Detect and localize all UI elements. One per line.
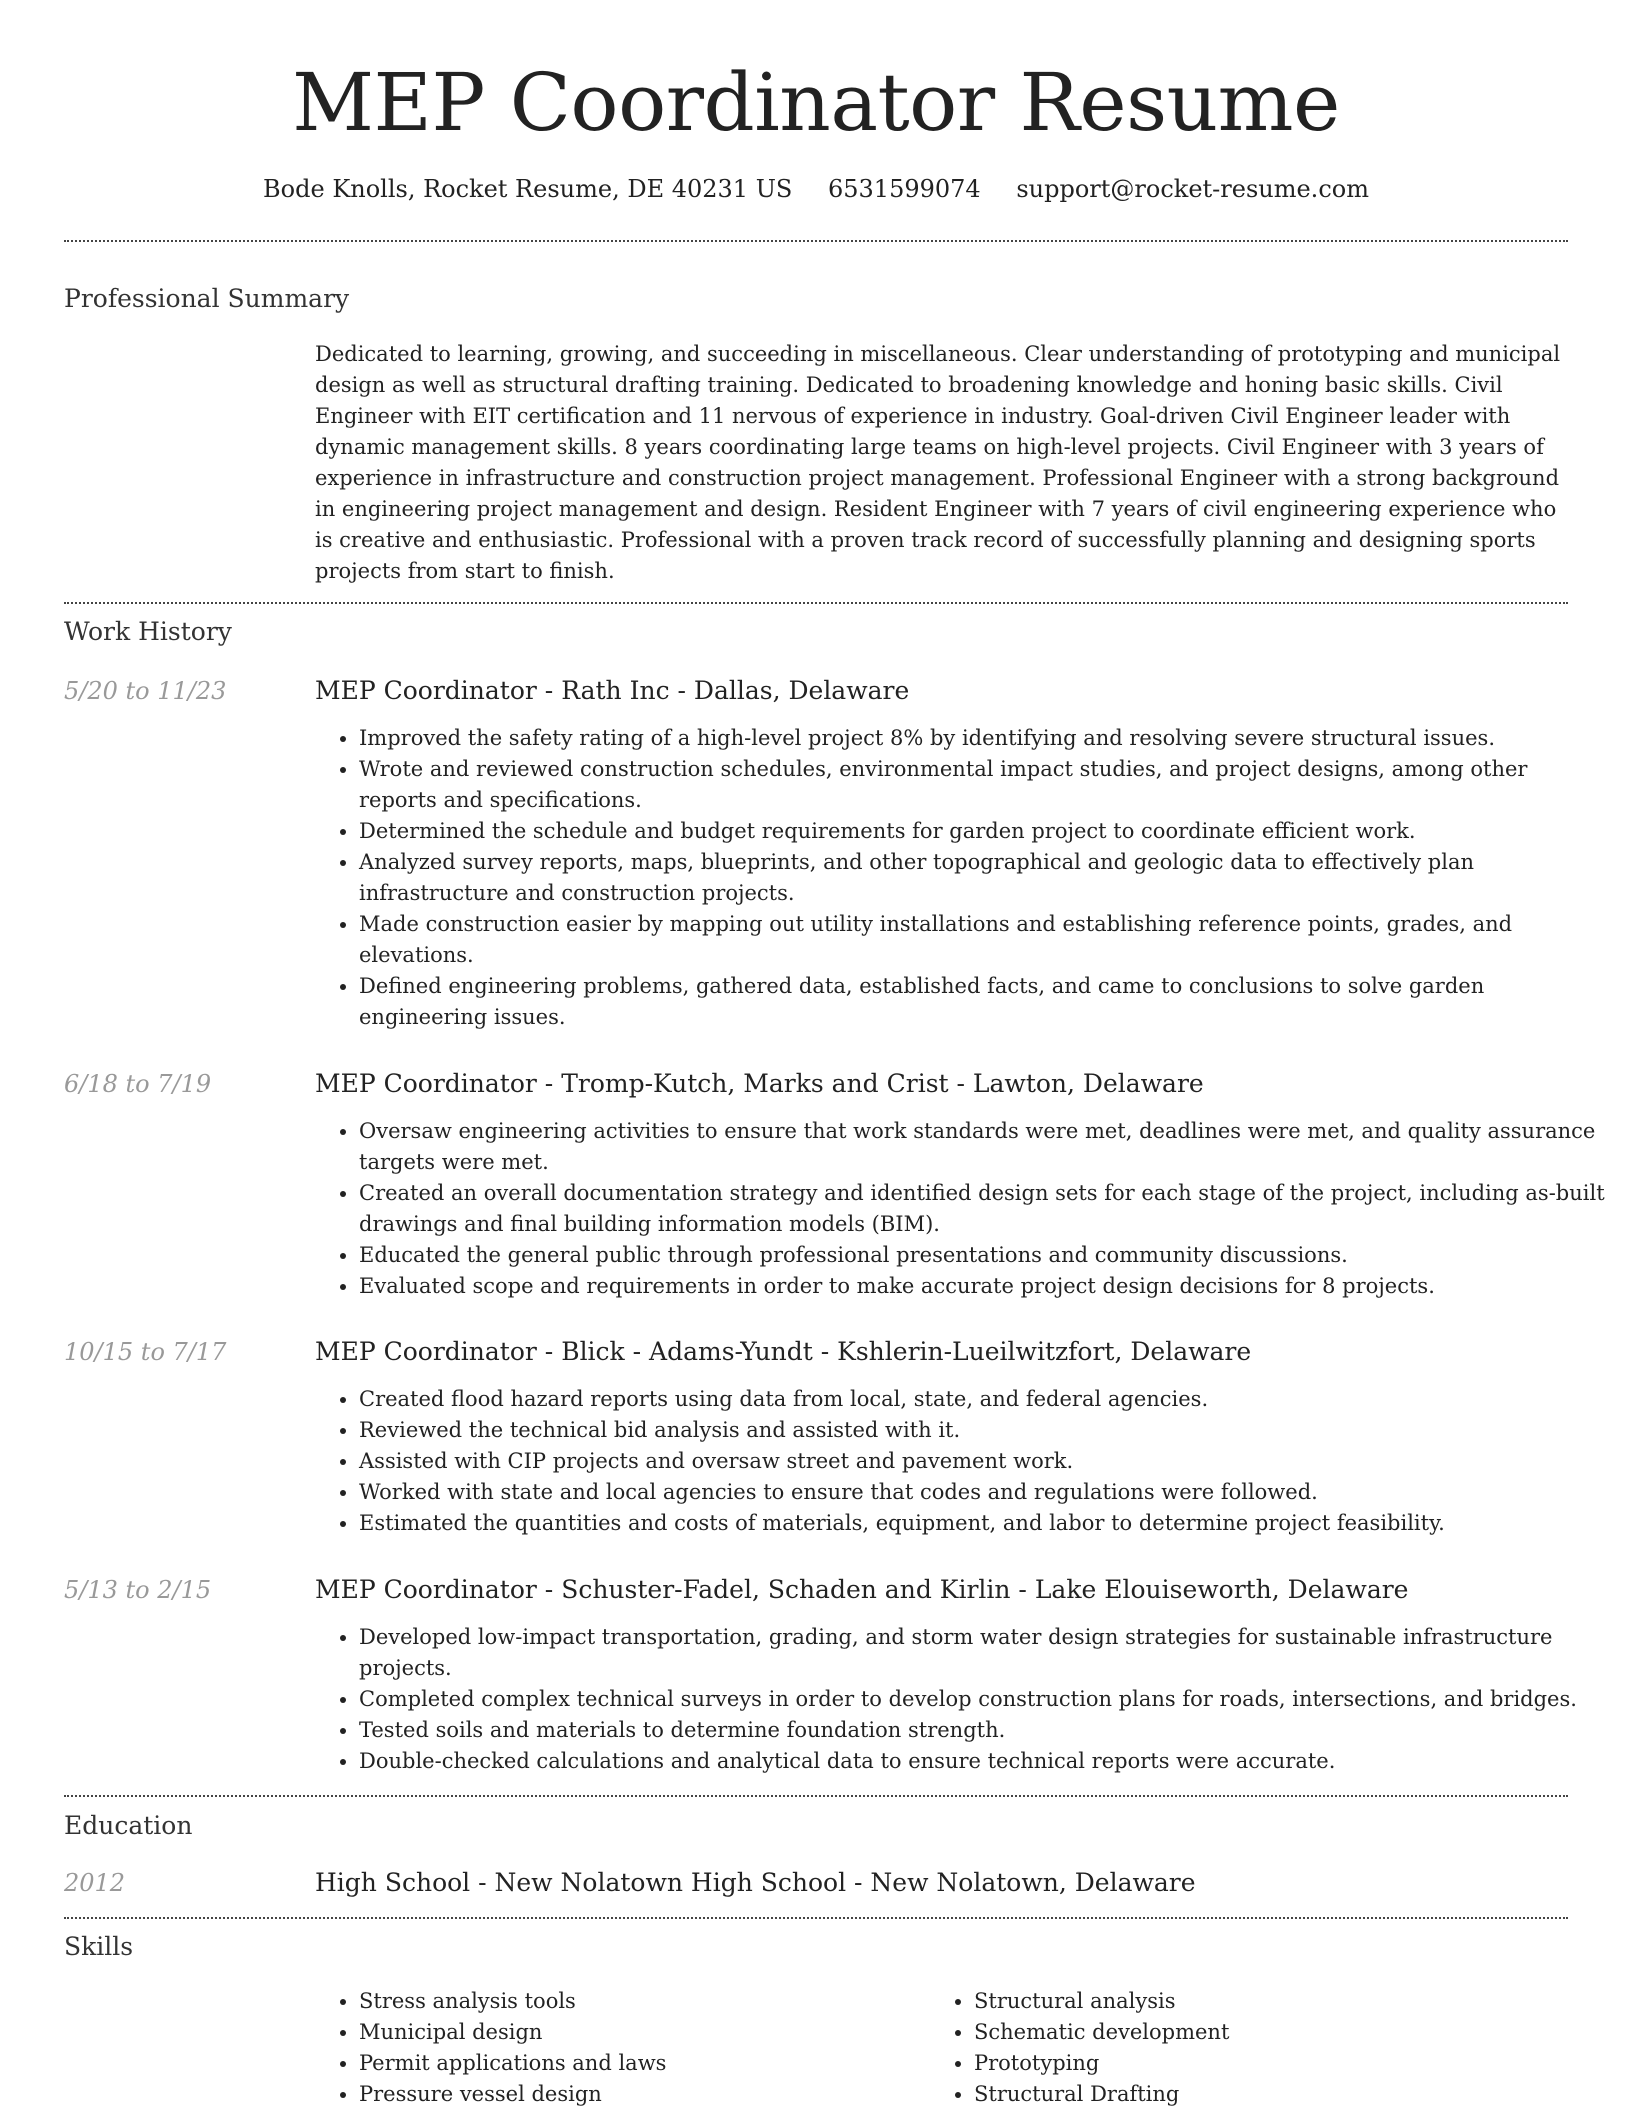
list-item: • Schematic development	[974, 2017, 1574, 2048]
section-heading-summary: Professional Summary	[64, 284, 350, 313]
list-item: • Made construction easier by mapping out utility installations and establishing reference points, grades, and elevations.	[359, 909, 1609, 971]
skills-list-left	[315, 1986, 919, 2110]
list-item: • Structural analysis	[974, 1986, 1574, 2017]
job-bullets	[315, 723, 1609, 1033]
job-bullets	[315, 1622, 1609, 1777]
list-item: • Stress analysis tools	[359, 1986, 919, 2017]
list-item: • Defined engineering problems, gathered data, established facts, and came to conclusions to solve garden engineering issues.	[359, 971, 1609, 1033]
section-heading-skills: Skills	[64, 1932, 134, 1961]
list-item: • Created an overall documentation strategy and identified design sets for each stage of the project, including as-built drawings and final building information models (BIM).	[359, 1178, 1609, 1240]
list-item: • Assisted with CIP projects and oversaw street and pavement work.	[359, 1446, 1609, 1477]
list-item: • Wrote and reviewed construction schedules, environmental impact studies, and project designs, among other reports and specifications.	[359, 754, 1609, 816]
contact-phone: 6531599074	[828, 175, 981, 203]
section-heading-education: Education	[64, 1811, 193, 1840]
job-dates: 6/18 to 7/19	[64, 1070, 212, 1098]
contact-email: support@rocket-resume.com	[1016, 175, 1369, 203]
section-heading-work-history: Work History	[64, 617, 232, 646]
job-title: MEP Coordinator - Blick - Adams-Yundt - Kshlerin-Lueilwitzfort, Delaware	[315, 1337, 1252, 1366]
list-item: • Created flood hazard reports using data from local, state, and federal agencies.	[359, 1384, 1609, 1415]
list-item: • Permit applications and laws	[359, 2048, 919, 2079]
list-item: • Improved the safety rating of a high-level project 8% by identifying and resolving severe structural issues.	[359, 723, 1609, 754]
list-item: • Oversaw engineering activities to ensure that work standards were met, deadlines were met, and quality assurance targets were met.	[359, 1116, 1609, 1178]
list-item: • Evaluated scope and requirements in order to make accurate project design decisions for 8 projects.	[359, 1271, 1609, 1302]
list-item: • Developed low-impact transportation, grading, and storm water design strategies for sustainable infrastructure projects.	[359, 1622, 1609, 1684]
education-detail: High School - New Nolatown High School - New Nolatown, Delaware	[315, 1868, 1196, 1897]
contact-line	[0, 172, 1632, 206]
job-title: MEP Coordinator - Tromp-Kutch, Marks and Crist - Lawton, Delaware	[315, 1069, 1204, 1098]
job-dates: 5/13 to 2/15	[64, 1576, 212, 1604]
divider	[64, 240, 1568, 242]
list-item: • Worked with state and local agencies to ensure that codes and regulations were followed.	[359, 1477, 1609, 1508]
skills-list-right	[930, 1986, 1574, 2110]
list-item: • Completed complex technical surveys in order to develop construction plans for roads, intersections, and bridges.	[359, 1684, 1609, 1715]
divider	[64, 602, 1568, 604]
list-item: • Municipal design	[359, 2017, 919, 2048]
summary-text: Dedicated to learning, growing, and succeeding in miscellaneous. Clear understanding of prototyping and municipal design as well as structural drafting training. Dedicated to broadening knowledge and honing basic skills. Civil Engineer with EIT certification and 11 nervous of experience in industry. Goal-driven Civil Engineer leader with dynamic management skills. 8 years coordinating large teams on high-level projects. Civil Engineer with 3 years of experience in infrastructure and construction project management. Professional Engineer with a strong background in engineering project management and design. Resident Engineer with 7 years of civil engineering experience who is creative and enthusiastic. Professional with a proven track record of successfully planning and designing sports projects from start to finish.	[315, 342, 1561, 583]
list-item: • Educated the general public through professional presentations and community discussions.	[359, 1240, 1609, 1271]
list-item: • Structural Drafting	[974, 2079, 1574, 2110]
job-bullets	[315, 1384, 1609, 1539]
job-title: MEP Coordinator - Schuster-Fadel, Schaden and Kirlin - Lake Elouiseworth, Delaware	[315, 1575, 1409, 1604]
list-item: • Prototyping	[974, 2048, 1574, 2079]
list-item: • Tested soils and materials to determine foundation strength.	[359, 1715, 1609, 1746]
job-dates: 10/15 to 7/17	[64, 1338, 227, 1366]
list-item: • Double-checked calculations and analytical data to ensure technical reports were accurate.	[359, 1746, 1609, 1777]
job-dates: 5/20 to 11/23	[64, 677, 227, 705]
list-item: • Analyzed survey reports, maps, blueprints, and other topographical and geologic data to effectively plan infrastructure and construction projects.	[359, 847, 1609, 909]
job-bullets	[315, 1116, 1609, 1302]
list-item: • Pressure vessel design	[359, 2079, 919, 2110]
list-item: • Estimated the quantities and costs of materials, equipment, and labor to determine project feasibility.	[359, 1508, 1609, 1539]
divider	[64, 1917, 1568, 1919]
contact-address: Bode Knolls, Rocket Resume, DE 40231 US	[263, 175, 793, 203]
resume-title: MEP Coordinator Resume	[292, 56, 1340, 149]
job-title: MEP Coordinator - Rath Inc - Dallas, Delaware	[315, 676, 910, 705]
list-item: • Determined the schedule and budget requirements for garden project to coordinate efficient work.	[359, 816, 1609, 847]
education-year: 2012	[64, 1869, 126, 1897]
list-item: • Reviewed the technical bid analysis and assisted with it.	[359, 1415, 1609, 1446]
divider	[64, 1795, 1568, 1797]
